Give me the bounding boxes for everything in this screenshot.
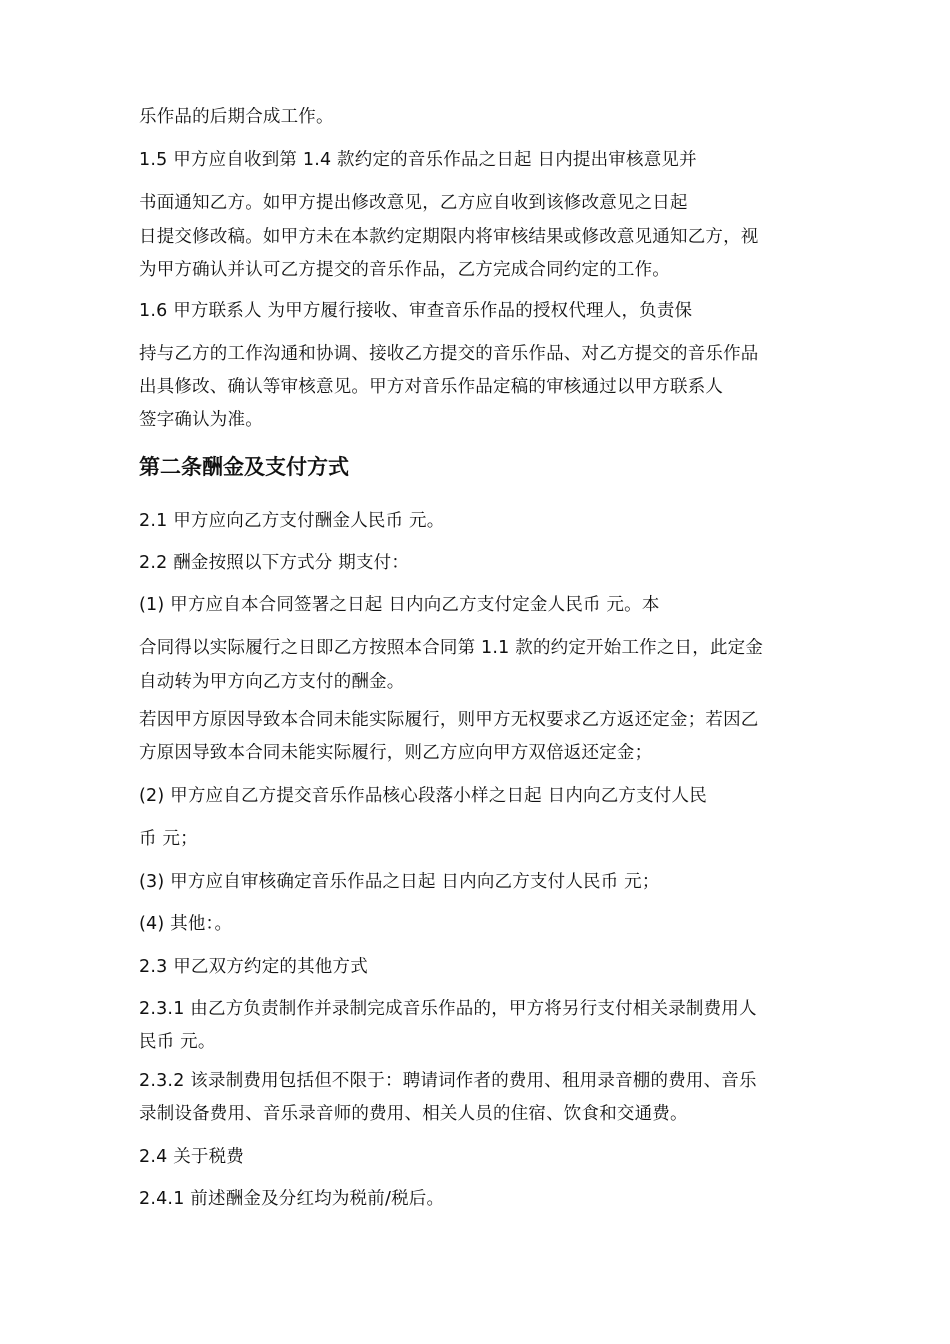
section-heading: 第二条酬金及支付方式 [139,455,349,479]
text-line: 方原因导致本合同未能实际履行，则乙方应向甲方双倍返还定金； [139,743,653,763]
clause-2-4-1: 2.4.1 前述酬金及分红均为税前/税后。 [139,1189,445,1209]
text-line: 自动转为甲方向乙方支付的酬金。 [139,672,405,692]
text-line: 乐作品的后期合成工作。 [139,107,334,127]
clause-2-3-2: 2.3.2 该录制费用包括但不限于：聘请词作者的费用、租用录音棚的费用、音乐 [139,1071,757,1091]
text-line: 签字确认为准。 [139,410,263,430]
text-line: 民币 元。 [139,1032,216,1052]
clause-2-2: 2.2 酬金按照以下方式分 期支付： [139,553,410,573]
text-line: 出具修改、确认等审核意见。甲方对音乐作品定稿的审核通过以甲方联系人 [139,377,724,397]
clause-2-1: 2.1 甲方应向乙方支付酬金人民币 元。 [139,511,445,531]
text-line: 为甲方确认并认可乙方提交的音乐作品，乙方完成合同约定的工作。 [139,260,670,280]
clause-2-4: 2.4 关于税费 [139,1147,244,1167]
clause-1-5: 1.5 甲方应自收到第 1.4 款约定的音乐作品之日起 日内提出审核意见并 [139,150,697,170]
text-line: 若因甲方原因导致本合同未能实际履行，则甲方无权要求乙方返还定金；若因乙 [139,710,759,730]
clause-2-2-item-2: (2) 甲方应自乙方提交音乐作品核心段落小样之日起 日内向乙方支付人民 [139,786,707,806]
clause-2-2-item-3: (3) 甲方应自审核确定音乐作品之日起 日内向乙方支付人民币 元； [139,872,660,892]
text-line: 合同得以实际履行之日即乙方按照本合同第 1.1 款的约定开始工作之日，此定金 [139,638,764,658]
clause-2-2-item-4: (4) 其他：。 [139,914,233,934]
text-line: 币 元； [139,829,198,849]
clause-2-2-item-1: (1) 甲方应自本合同签署之日起 日内向乙方支付定金人民币 元。本 [139,595,660,615]
text-line: 书面通知乙方。如甲方提出修改意见，乙方应自收到该修改意见之日起 [139,193,688,213]
text-line: 持与乙方的工作沟通和协调、接收乙方提交的音乐作品、对乙方提交的音乐作品 [139,344,759,364]
clause-2-3: 2.3 甲乙双方约定的其他方式 [139,957,368,977]
text-line: 录制设备费用、音乐录音师的费用、相关人员的住宿、饮食和交通费。 [139,1104,688,1124]
clause-1-6: 1.6 甲方联系人 为甲方履行接收、审查音乐作品的授权代理人，负责保 [139,301,693,321]
text-line: 日提交修改稿。如甲方未在本款约定期限内将审核结果或修改意见通知乙方，视 [139,227,759,247]
clause-2-3-1: 2.3.1 由乙方负责制作并录制完成音乐作品的，甲方将另行支付相关录制费用人 [139,999,757,1019]
